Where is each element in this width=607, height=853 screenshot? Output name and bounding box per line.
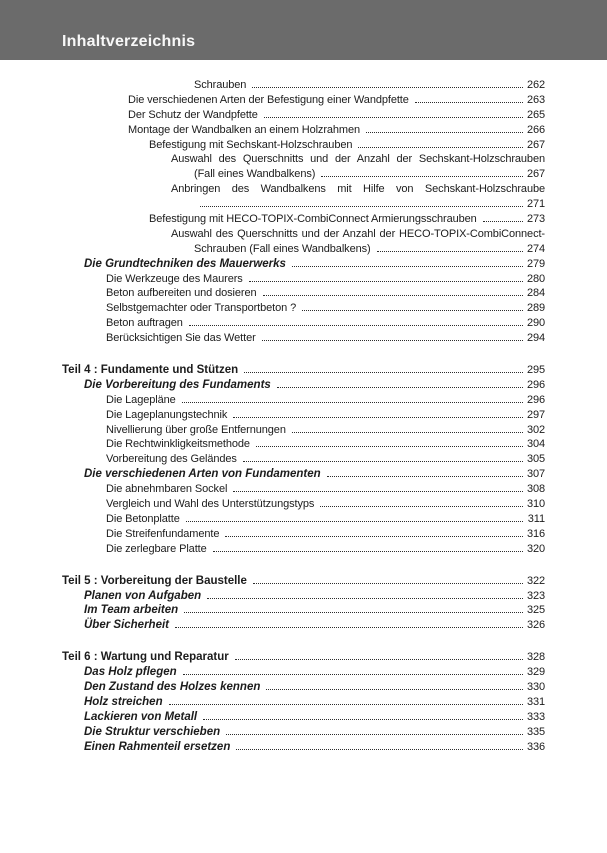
toc-page-number: 284 [526, 287, 545, 300]
toc-entry-title: Im Team arbeiten [84, 604, 179, 617]
toc-page-number: 304 [526, 438, 545, 451]
dot-leader [262, 340, 523, 341]
dot-leader [256, 446, 523, 447]
toc-page-number: 329 [526, 666, 545, 679]
toc-entry [62, 257, 545, 272]
toc-page-number: 330 [526, 680, 545, 693]
toc-entry [62, 301, 545, 316]
toc-entry [62, 452, 545, 467]
toc-page-number: 307 [526, 468, 545, 481]
dot-leader [377, 251, 523, 252]
toc-entry-title: Auswahl des Querschnitts und der Anzahl der HECO-TOPIX-CombiConnect- [171, 227, 545, 240]
toc-page-number: 265 [526, 108, 545, 121]
toc-page-number: 331 [526, 695, 545, 708]
toc-entry [62, 589, 545, 604]
toc-entry-title: Vergleich und Wahl des Unterstützungstyps [106, 498, 315, 511]
toc-page-number: 296 [526, 393, 545, 406]
dot-leader [292, 266, 523, 267]
dot-leader [263, 295, 523, 296]
toc-entry [62, 286, 545, 301]
toc-entry [62, 650, 545, 665]
toc-entry-title: Über Sicherheit [84, 619, 169, 632]
toc-page-number: 336 [526, 740, 545, 753]
toc-entry-title: Holz streichen [84, 695, 163, 708]
toc-entry-title: Die Struktur verschieben [84, 725, 221, 738]
dot-leader [327, 476, 523, 477]
toc-entry [62, 378, 545, 393]
toc-entry-title: Befestigung mit HECO-TOPIX-CombiConnect Armierungsschrauben [149, 213, 477, 226]
toc-entry-title: Die zerlegbare Platte [106, 542, 207, 555]
dot-leader [213, 551, 523, 552]
toc-entry [62, 363, 545, 378]
dot-leader [233, 417, 523, 418]
toc-page-number: 263 [526, 93, 545, 106]
dot-leader [225, 536, 523, 537]
toc-page-number: 302 [526, 423, 545, 436]
toc-entry-title: (Fall eines Wandbalkens) [194, 168, 316, 181]
dot-leader [169, 704, 523, 705]
toc-entry-title: Berücksichtigen Sie das Wetter [106, 332, 256, 345]
toc-entry [62, 152, 545, 167]
toc-entry-title: Schrauben [194, 79, 247, 91]
dot-leader [266, 689, 523, 690]
dot-leader [292, 432, 523, 433]
toc-entry-title: Planen von Aufgaben [84, 589, 202, 602]
toc-page-number: 279 [526, 257, 545, 270]
toc-entry [62, 710, 545, 725]
dot-leader [189, 325, 523, 326]
toc-entry-title: Die verschiedenen Arten der Befestigung einer Wandpfette [128, 93, 409, 106]
toc-page-number: 320 [526, 542, 545, 555]
toc-page-number: 280 [526, 272, 545, 285]
toc-page-number: 335 [526, 725, 545, 738]
toc-entry [62, 93, 545, 108]
toc-entry-title: Die abnehmbaren Sockel [106, 483, 228, 496]
page-title: Inhaltverzeichnis [62, 33, 196, 50]
toc-page-number: 271 [526, 198, 545, 211]
toc-entry-title: Den Zustand des Holzes kennen [84, 680, 261, 693]
toc-page-number: 308 [526, 483, 545, 496]
dot-leader [183, 674, 523, 675]
toc-entry-title: Die verschiedenen Arten von Fundamenten [84, 468, 321, 481]
toc-entry [62, 331, 545, 346]
toc-entry [62, 542, 545, 557]
toc-spacer [62, 346, 545, 363]
toc-entry-title: Die Rechtwinkligkeitsmethode [106, 438, 250, 451]
dot-leader [226, 734, 523, 735]
toc-spacer [62, 633, 545, 650]
header-bar [0, 0, 607, 60]
toc-entry [62, 227, 545, 242]
toc-entry [62, 574, 545, 589]
dot-leader [483, 221, 523, 222]
toc-entry [62, 527, 545, 542]
toc-entry-title: Selbstgemachter oder Transportbeton ? [106, 302, 297, 315]
toc-entry [62, 408, 545, 423]
toc-entry-title: Der Schutz der Wandpfette [128, 108, 258, 121]
toc-entry [62, 272, 545, 287]
toc-page-number: 322 [526, 574, 545, 587]
toc-entry-title: Das Holz pflegen [84, 666, 177, 679]
toc-entry-title: Lackieren von Metall [84, 710, 198, 723]
dot-leader [253, 583, 523, 584]
dot-leader [415, 102, 523, 103]
dot-leader [235, 659, 523, 660]
toc-page-number: 297 [526, 408, 545, 421]
toc-entry-title: Die Werkzeuge des Maurers [106, 272, 243, 285]
dot-leader [184, 612, 523, 613]
toc-entry [62, 212, 545, 227]
toc-entry [62, 467, 545, 482]
toc-entry [62, 138, 545, 153]
dot-leader [249, 281, 523, 282]
toc-page-number: 305 [526, 453, 545, 466]
toc-page-number: 311 [527, 512, 545, 525]
dot-leader [186, 521, 523, 522]
toc-page-number: 262 [526, 79, 545, 91]
dot-leader [320, 506, 523, 507]
toc-entry [62, 512, 545, 527]
toc-entry-title: Montage der Wandbalken an einem Holzrahmen [128, 123, 361, 136]
toc-page-number: 273 [526, 213, 545, 226]
toc-entry [62, 665, 545, 680]
toc-entry-title: Einen Rahmenteil ersetzen [84, 740, 231, 753]
toc-entry-title: Nivellierung über große Entfernungen [106, 423, 286, 436]
toc-entry-title: Vorbereitung des Geländes [106, 453, 237, 466]
toc-entry-title: Beton aufbereiten und dosieren [106, 287, 257, 300]
toc-entry [62, 603, 545, 618]
toc-page-number: 316 [526, 527, 545, 540]
toc-entry [62, 108, 545, 123]
toc-entry-title: Die Vorbereitung des Fundaments [84, 378, 271, 391]
toc-entry-title: Die Streifenfundamente [106, 527, 220, 540]
dot-leader [366, 132, 523, 133]
toc-entry [62, 437, 545, 452]
toc-entry-title: Auswahl des Querschnitts und der Anzahl der Sechskant-Holzschrauben [171, 153, 545, 166]
toc-entry [62, 316, 545, 331]
toc-entry [62, 482, 545, 497]
toc-page-number: 267 [526, 168, 545, 181]
toc-entry-title: Die Betonplatte [106, 512, 180, 525]
toc-page-number: 274 [526, 242, 545, 255]
toc-entry [62, 695, 545, 710]
toc-entry-title: Die Grundtechniken des Mauerwerks [84, 257, 286, 270]
toc-spacer [62, 557, 545, 574]
toc-page-number: 294 [526, 332, 545, 345]
toc-entry [62, 740, 545, 755]
toc-entry-title: Befestigung mit Sechskant-Holzschrauben [149, 138, 353, 151]
dot-leader [200, 206, 523, 207]
dot-leader [203, 719, 523, 720]
dot-leader [277, 387, 523, 388]
dot-leader [321, 176, 523, 177]
toc-entry [62, 78, 545, 93]
toc-page-number: 323 [526, 589, 545, 602]
dot-leader [175, 627, 523, 628]
toc-entry [62, 497, 545, 512]
toc-entry [62, 725, 545, 740]
dot-leader [264, 117, 523, 118]
toc-entry-title: Die Lagepläne [106, 393, 176, 406]
toc-entry-title: Beton auftragen [106, 317, 183, 330]
toc-entry [62, 123, 545, 138]
toc-page-number: 290 [526, 317, 545, 330]
toc-entry [62, 242, 545, 257]
toc-entry-title: Teil 4 : Fundamente und Stützen [62, 364, 239, 377]
dot-leader [243, 461, 523, 462]
toc-entry-title: Teil 5 : Vorbereitung der Baustelle [62, 574, 247, 587]
toc-entry [62, 618, 545, 633]
toc-entry [62, 680, 545, 695]
toc-page-number: 295 [526, 364, 545, 377]
toc-entry-title: Teil 6 : Wartung und Reparatur [62, 651, 229, 664]
toc-entry-title: Die Lageplanungstechnik [106, 408, 228, 421]
dot-leader [302, 310, 523, 311]
toc-entry [62, 423, 545, 438]
toc-page-number: 267 [526, 138, 545, 151]
toc-entry [62, 182, 545, 197]
dot-leader [244, 372, 523, 373]
toc-page-number: 296 [526, 378, 545, 391]
toc-page-number: 328 [526, 651, 545, 664]
toc-page-number: 266 [526, 123, 545, 136]
toc-page-number: 325 [526, 604, 545, 617]
toc-list [62, 78, 545, 754]
toc-page-number: 310 [526, 498, 545, 511]
dot-leader [182, 402, 523, 403]
toc-page-number: 333 [526, 710, 545, 723]
toc-entry [62, 167, 545, 182]
dot-leader [358, 147, 523, 148]
toc-entry [62, 393, 545, 408]
toc-entry-title: Schrauben (Fall eines Wandbalkens) [194, 242, 371, 255]
toc-page-number: 326 [526, 619, 545, 632]
toc-entry [62, 197, 545, 212]
dot-leader [236, 749, 523, 750]
toc-entry-title: Anbringen des Wandbalkens mit Hilfe von Sechskant-Holzschraube [171, 183, 545, 196]
toc-page-number: 289 [526, 302, 545, 315]
dot-leader [252, 87, 523, 88]
dot-leader [207, 598, 523, 599]
dot-leader [233, 491, 523, 492]
